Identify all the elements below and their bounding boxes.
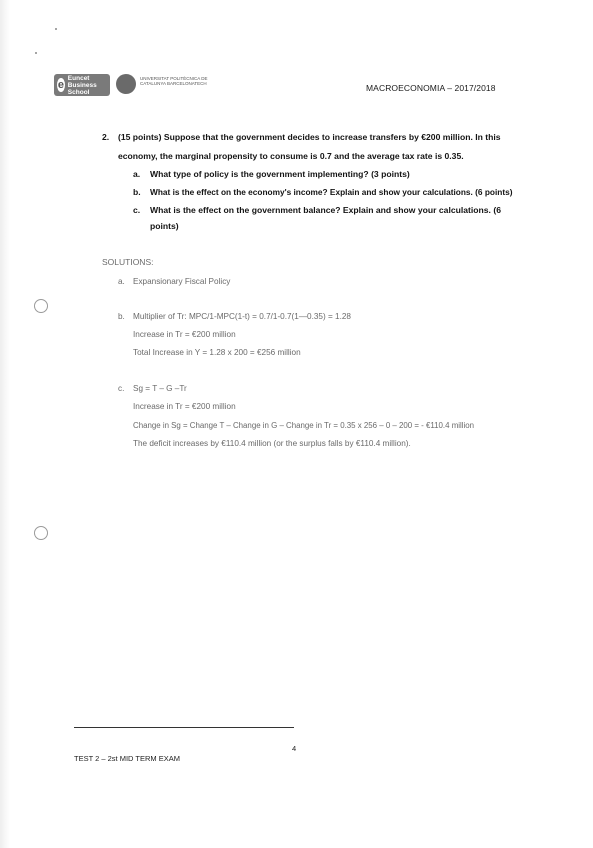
solution-letter: a. — [118, 277, 125, 286]
scan-speck — [55, 28, 57, 30]
punch-hole-icon — [34, 526, 48, 540]
solution-c-line: Sg = T – G –Tr — [133, 384, 187, 393]
solution-letter: b. — [118, 312, 125, 321]
upc-logo-icon — [116, 74, 136, 94]
solution-c-line: Change in Sg = Change T – Change in G – Change in Tr = 0.35 x 256 – 0 – 200 = - €110.4 million — [133, 421, 475, 430]
question-line-2: economy, the marginal propensity to consume is 0.7 and the average tax rate is 0.35. — [118, 151, 464, 161]
question-part-letter: a. — [133, 169, 141, 179]
page-number: 4 — [292, 744, 297, 753]
solution-b-line: Increase in Tr = €200 million — [133, 330, 236, 339]
question-points: (15 points) — [118, 132, 162, 142]
question-part-a: What type of policy is the government implementing? (3 points) — [150, 169, 410, 179]
question-part-c-continued: points) — [150, 221, 179, 231]
euncet-logo-text: Euncet Business School — [67, 74, 97, 96]
euncet-e-icon: e — [57, 79, 64, 91]
footer-divider — [74, 727, 294, 728]
question-text: Suppose that the government decides to increase transfers by €200 million. In this — [163, 132, 501, 142]
exam-label: TEST 2 – 2st MID TERM EXAM — [74, 754, 180, 763]
scan-speck — [35, 52, 37, 54]
question-part-c: What is the effect on the government balance? Explain and show your calculations. (6 — [150, 205, 501, 215]
course-title: MACROECONOMIA – 2017/2018 — [366, 83, 496, 93]
question-line-1 — [118, 130, 518, 144]
solution-b-line: Total Increase in Y = 1.28 x 200 = €256 million — [133, 348, 301, 357]
upc-logo-text: UNIVERSITAT POLITÈCNICA DE CATALUNYA BARCELONATECH — [140, 76, 208, 86]
solutions-heading: SOLUTIONS: — [102, 257, 154, 267]
solution-a-text: Expansionary Fiscal Policy — [133, 277, 231, 286]
question-part-b: What is the effect on the economy's income? Explain and show your calculations. (6 points) — [150, 187, 513, 197]
scan-edge-shadow — [0, 0, 10, 848]
solution-b-line: Multiplier of Tr: MPC/1-MPC(1-t) = 0.7/1-0.7(1—0.35) = 1.28 — [133, 312, 351, 321]
solution-letter: c. — [118, 384, 125, 393]
punch-hole-icon — [34, 299, 48, 313]
euncet-logo — [54, 74, 110, 96]
question-part-letter: c. — [133, 205, 141, 215]
question-number: 2. — [102, 132, 110, 142]
solution-c-line: Increase in Tr = €200 million — [133, 402, 236, 411]
question-part-letter: b. — [133, 187, 141, 197]
solution-c-line: The deficit increases by €110.4 million (or the surplus falls by €110.4 million). — [133, 439, 411, 448]
